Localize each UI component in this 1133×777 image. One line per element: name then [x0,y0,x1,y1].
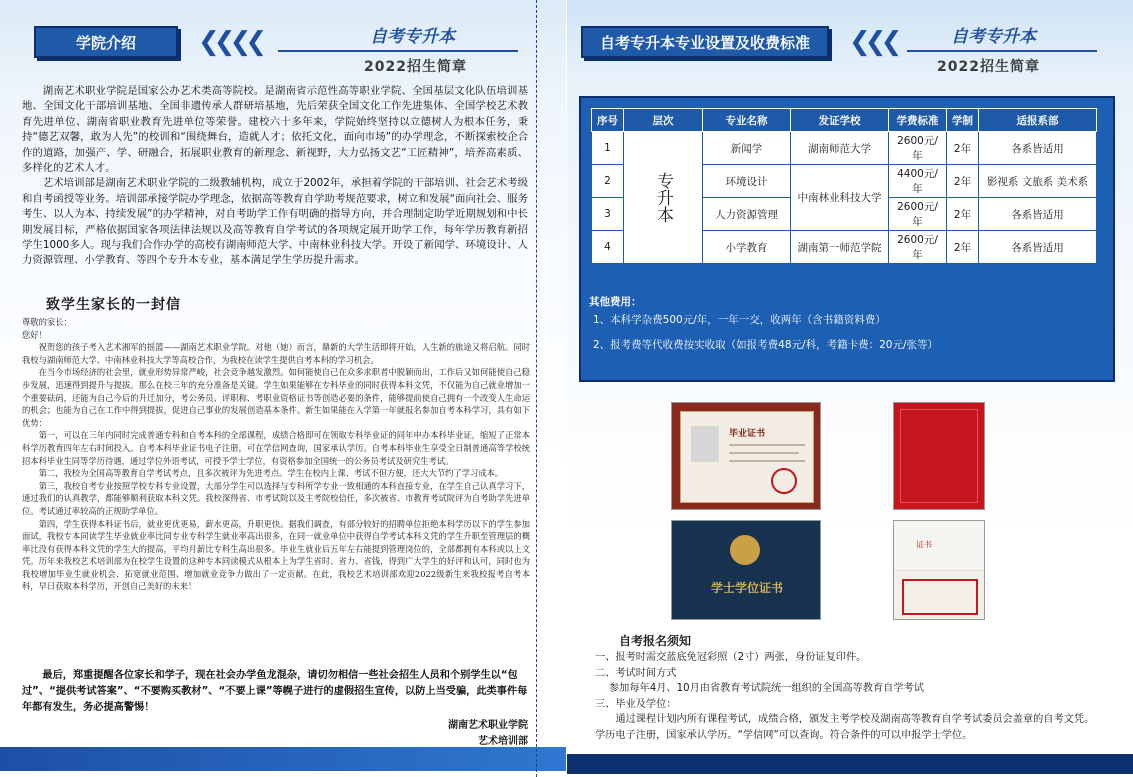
brand-subtitle: 2022招生简章 [937,59,1040,75]
col-header: 层次 [624,109,703,132]
header-divider [278,50,518,52]
letter-paragraph: 第二，我校为全国高等教育自学考试考点，且多次被评为先进考点。学生在校内上课、考试不但方便，还大大节约了学习成本。 [38,468,504,479]
left-page [0,0,566,777]
notice-item: 二、考试时间方式 [595,667,677,679]
intro-paragraph: 艺术培训部是湖南艺术职业学院的二级教辅机构，成立于2002年，承担着学院的干部培训、社会艺术考级和自考函授等业务。培训部承接学院办学理念，依据高等教育自学助考规范要求，树立和发展“面向社会、服务考生、以人为本、持续发展”的办学精神，对自考助学工作有明确的指导方向，并合理制定助学近期规划和中长期发展目标，严格依据国家各项法律法规以及高等教育自学考试的各项规定展开助学工作，每年学历教育新招学生1000多人。现与我们合作办学的高校有湖南师范大学、中南林业科技大学。开设了新闻学、环境设计、人力资源管理、小学教育、等四个专升本专业，基本满足学生学历提升需求。 [22,177,528,267]
certificate-top-half [894,521,985,571]
cell-no: 3 [592,198,624,231]
cell-major: 环境设计 [703,165,791,198]
cover-border [900,409,978,503]
signature-college: 湖南艺术职业学院 [448,720,528,731]
warning-notice: 最后，郑重提醒各位家长和学子，现在社会办学鱼龙混杂，请切勿相信一些社会招生人员和个别学生以“包过”、“提供考试答案”、“不要购买教材”、“不要上课”等幌子进行的虚假招生宣传，以防上当受骗，此类事件每年都有发生，务必提高警惕！ [22,670,528,713]
footer-bar [567,754,1133,774]
section-title-college-intro [34,26,178,58]
text-line [729,444,805,446]
cell-fee: 4400元/年 [889,165,947,198]
cell-school: 湖南第一师范学院 [791,231,889,264]
intro-paragraph: 湖南艺术职业学院是国家公办艺术类高等院校。是湖南省示范性高等职业学院、全国基层文化队伍培训基地、全国文化干部培训基地、全国非遗传承人群研培基地，先后荣获全国文化工作先进集体、全国学校艺术教育先进单位、湖南省职业教育先进单位等荣誉。建校六十多年来，学院始终坚持以立德树人为根本任务，秉持“德艺双馨，敢为人先”的校训和“围绕舞台，造就人才；依托文化，面向市场”的办学理念，不断探索校企合作的道路，加强产、学、研融合，拓展职业教育的新理念、新视野，大力弘扬文艺“工匠精神”，培养高素质、多样化的艺术人才。 [22,85,528,175]
cell-dept: 各系皆适用 [979,231,1097,264]
cell-school: 湖南师范大学 [791,132,889,165]
notice-item: 一、报考时需交蓝底免冠彩照（2寸）两张，身份证复印件。 [595,652,867,663]
col-header: 适报系部 [979,109,1097,132]
right-page [567,0,1133,777]
cell-fee: 2600元/年 [889,231,947,264]
cell-school: 中南林业科技大学 [791,165,889,231]
notice-detail: 通过课程计划内所有课程考试，成绩合格，颁发主考学校及湖南高等教育自学考试委员会盖章的自考文凭。学历电子注册，国家承认学历。“学信网”可以查询。符合条件的可以申报学士学位。 [595,714,1095,741]
col-header: 学制 [947,109,979,132]
cell-fee: 2600元/年 [889,198,947,231]
red-certificate-cover-image [893,402,985,510]
cell-years: 2年 [947,132,979,165]
section-title-text: 学院介绍 [75,33,136,52]
col-header: 学费标准 [889,109,947,132]
cell-no: 4 [592,231,624,264]
major-fee-table [591,108,1097,264]
cell-dept: 影视系 文旅系 美术系 [979,165,1097,198]
national-emblem-icon [730,535,760,565]
cell-dept: 各系皆适用 [979,132,1097,165]
diploma-certificate-image [671,402,821,510]
col-header: 序号 [592,109,624,132]
page-fold-line [536,0,537,777]
brand-title: 自考专升本 [370,27,455,47]
cell-major: 人力资源管理 [703,198,791,231]
cell-years: 2年 [947,231,979,264]
stamp-icon [771,468,797,494]
other-fees-title: 其他费用： [589,296,642,308]
diploma-label: 毕业证书 [729,429,766,439]
notice-detail: 参加每年4月、10月由省教育考试院统一组织的全国高等教育自学考试 [609,683,924,695]
other-fees [589,294,938,352]
level-text: 专升本 [653,172,673,223]
degree-certificate-image [671,520,821,620]
signature-dept: 艺术培训部 [478,736,528,747]
parent-letter [22,316,530,593]
cell-years: 2年 [947,165,979,198]
photo-placeholder-icon [691,426,719,462]
chevron-arrows-icon: ❮❮❮❮ [198,27,262,57]
letter-title: 致学生家长的一封信 [46,297,181,313]
certificate-small-label: 证书 [916,540,932,549]
cell-fee: 2600元/年 [889,132,947,165]
cell-level [624,132,703,264]
text-line [729,460,805,462]
col-header: 专业名称 [703,109,791,132]
cell-major: 新闻学 [703,132,791,165]
letter-greeting: 尊敬的家长： [22,317,72,327]
cell-no: 2 [592,165,624,198]
letter-paragraph: 祝贺您的孩子考入艺术湘军的摇篮——湖南艺术职业学院。对他（她）而言，鼎新的大学生活即将开始，人生新的旅途又将启航。同时我校与湖南师范大学、中南林业科技大学等高校合作，为我校在读学生提供自考本科的学习机会。 [22,342,530,365]
letter-paragraph: 在当今市场经济的社会里，就业形势异常严峻，社会竞争越发激烈。如何能使自己在众多求职者中脱颖而出，工作后又如何能使自己稳步发展，迅速得到提升与提拔。那么在校三年的充分准备是关键。学生如果能够在专科毕业的同时获得本科文凭，不仅能为自己就业增加一个重要砝码，还能为自己今后的升迁加分，考公务员、评职称、考职业资格证书等创造必要的条件，能够提前使自己拥有一个改变人生命运的机会；也能为自己在工作中得到提拔，促进自己事业的发展创造基本条件。新生如果能在入学第一年就报名参加自考本科学习，具有如下优势： [22,367,530,428]
cell-major: 小学教育 [703,231,791,264]
college-intro [22,84,528,269]
registration-notice-title: 自考报名须知 [619,634,692,648]
notice-item: 三、毕业及学位： [595,698,677,710]
text-line [729,452,799,454]
footer-bar [0,747,566,771]
certificate-frame [902,579,978,615]
letter-paragraph: 第四，学生获得本科证书后，就业更优更易，薪水更高，升职更快。据我们调查，有部分较好的招聘单位拒绝本科学历以下的学生参加面试，我校专本同读学生毕业就业率比同专业专科学生就业率高出很多，在同一就业单位中获得自学考试本科文凭的学生升职至管理层的概率比没有获得本科文凭的学生大的提高，平均月薪比专科生高出很多。毕业生就业后五年左右能提到管理岗位的，全部都拥有本科或以上文凭。历年来我校艺术培训部为在校学生设置的这种专本同读模式从根本上为学生省时、省力、省钱，得到广大学生的好评和认可，同时也为我校增加毕业生就业机会、拓宽就业范围、增加就业竞争力做出了一定贡献。在此，我校艺术培训部欢迎2022级新生来我校报考自考本科，早日获取本科学历，开创自己美好的未来！ [22,518,530,592]
letter-greeting: 您好！ [22,329,47,340]
letter-paragraph: 第三，我校自考专业按照学校专科专业设置，大部分学生可以选择与专科所学专业一致相通的本科直接专业，在学生自己认真学习下，通过我们的认真教学，都能够顺利获取本科文凭。我校深得省、市考试院以及主考院校信任，多次被省、市教育考试院评为自考助学先进单位。考试通过率较高的正规助学单位。 [22,480,530,516]
cell-years: 2年 [947,198,979,231]
col-header: 发证学校 [791,109,889,132]
chevron-arrows-icon: ❮❮❮ [849,27,897,57]
cell-dept: 各系皆适用 [979,198,1097,231]
section-title-text: 自考专升本专业设置及收费标准 [599,33,810,52]
registration-notice [595,650,1095,744]
header-divider [907,50,1097,52]
degree-certificate-inside-image [893,520,985,620]
letter-paragraph: 第一，可以在三年内同时完成普通专科和自考本科的全部课程，成绩合格即可在领取专科毕业证的同年申办本科毕业证，缩短了正常本科学历教育四年左右时间投入。自考本科毕业证书电子注册，可在学信网查询，国家承认学历。自考本科毕业生享受全日制普通高等学校统招本科毕业生同等学历待遇，通过学位外语考试，可授予学士学位，有资格参加全国统一的公务员考试及研究生考试。 [22,430,530,466]
other-fee-item: 1、本科学杂费500元/年，一年一交，收两年（含书籍资料费） [593,314,886,326]
section-title-majors-fees [581,26,829,58]
table-header-row [592,109,1097,132]
fee-table-panel [579,96,1115,382]
table-row [592,132,1097,165]
brand-subtitle: 2022招生简章 [364,59,467,75]
cell-no: 1 [592,132,624,165]
brand-title: 自考专升本 [951,27,1036,47]
other-fee-item: 2、报考费等代收费按实收取（如报考费48元/科，考籍卡费：20元/张等） [593,339,938,351]
degree-label: 学士学位证书 [710,581,783,595]
